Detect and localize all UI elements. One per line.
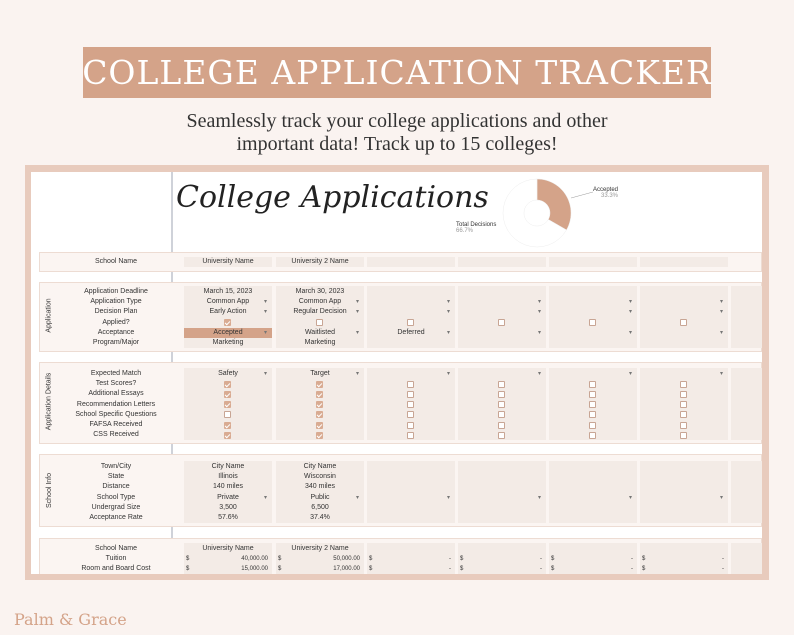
cell-costs-tuition[interactable]: - (449, 556, 451, 563)
pie-value-accepted: 33.3% (601, 193, 619, 199)
cell-costs-tuition[interactable]: - (631, 556, 633, 563)
pie-value-total: 66.7% (456, 228, 474, 234)
currency-sign: $ (642, 566, 646, 573)
cell-application-application-type[interactable]: Common App (206, 298, 250, 306)
row-label-application-application-type: Application Type (90, 298, 142, 306)
cell-costs-room-and-board-cost[interactable]: - (631, 566, 633, 573)
checkbox-details-additional-essays[interactable] (680, 391, 687, 398)
chevron-down-icon[interactable]: ▾ (264, 309, 268, 316)
cell-school-info-state[interactable]: Illinois (218, 473, 238, 481)
checkbox-details-test-scores[interactable] (407, 381, 414, 388)
cell-application-application-deadline[interactable]: March 15, 2023 (203, 288, 253, 295)
checkbox-details-recommendation-letters[interactable] (680, 401, 687, 408)
cell-school-name[interactable]: University Name (202, 258, 254, 265)
cell-costs-tuition[interactable]: 40,000.00 (241, 556, 268, 563)
spreadsheet (31, 172, 762, 574)
currency-sign: $ (551, 556, 555, 563)
row-label-application-acceptance: Acceptance (97, 328, 135, 336)
checkbox-details-css-received[interactable] (224, 432, 231, 439)
row-label-application-decision-plan: Decision Plan (94, 308, 138, 316)
column-cells (367, 461, 455, 523)
column-cells (458, 461, 546, 523)
row-label-school-info-school-type: School Type (96, 493, 136, 501)
column-cells (367, 286, 455, 348)
cell-school-info-state[interactable]: Wisconsin (304, 473, 336, 481)
chevron-down-icon[interactable]: ▾ (356, 329, 360, 336)
cell-school-name[interactable]: University 2 Name (291, 258, 349, 265)
chevron-down-icon[interactable]: ▾ (447, 299, 451, 306)
chevron-down-icon[interactable]: ▾ (538, 309, 542, 316)
checkbox-details-fafsa-received[interactable] (680, 422, 687, 429)
checkbox-details-test-scores[interactable] (316, 381, 323, 388)
column-cells (458, 286, 546, 348)
checkbox-details-school-specific-questions[interactable] (407, 411, 414, 418)
chevron-down-icon[interactable]: ▾ (447, 329, 451, 336)
chevron-down-icon[interactable]: ▾ (447, 494, 451, 501)
row-label-school-info-undergrad-size: Undergrad Size (91, 503, 141, 511)
checkbox-details-css-received[interactable] (498, 432, 505, 439)
cell-school-info-town-city[interactable]: City Name (211, 463, 245, 470)
checkbox-application-applied[interactable] (224, 319, 231, 326)
chevron-down-icon[interactable]: ▾ (720, 494, 724, 501)
currency-sign: $ (460, 566, 464, 573)
checkbox-details-recommendation-letters[interactable] (316, 401, 323, 408)
checkbox-details-additional-essays[interactable] (224, 391, 231, 398)
column-cells (549, 257, 637, 267)
cell-application-application-deadline[interactable]: March 30, 2023 (295, 288, 345, 295)
row-label-details-test-scores: Test Scores? (95, 380, 137, 388)
cell-costs-tuition[interactable]: - (540, 556, 542, 563)
row-label-school-name: School Name (94, 258, 138, 265)
currency-sign: $ (551, 566, 555, 573)
chevron-down-icon[interactable]: ▾ (629, 371, 633, 377)
chevron-down-icon[interactable]: ▾ (538, 329, 542, 336)
checkbox-details-test-scores[interactable] (498, 381, 505, 388)
cell-costs-room-and-board-cost[interactable]: 15,000.00 (241, 566, 268, 573)
pie-legend-total: Total Decisions (456, 222, 497, 228)
column-cells (731, 368, 762, 440)
column-cells (640, 257, 728, 267)
cell-costs-room-and-board-cost[interactable]: 17,000.00 (333, 566, 360, 573)
cell-school-info-distance[interactable]: 340 miles (305, 483, 335, 491)
checkbox-details-css-received[interactable] (680, 432, 687, 439)
checkbox-details-css-received[interactable] (589, 432, 596, 439)
cell-application-application-type[interactable]: Common App (298, 298, 342, 306)
pie-label-accepted (593, 187, 618, 199)
subtitle-line-2: important data! Track up to 15 colleges! (236, 133, 558, 155)
chevron-down-icon[interactable]: ▾ (720, 329, 724, 336)
row-label-details-expected-match: Expected Match (90, 370, 142, 377)
cell-details-expected-match[interactable]: Safety (218, 370, 238, 377)
checkbox-application-applied[interactable] (316, 319, 323, 326)
chevron-down-icon[interactable]: ▾ (629, 329, 633, 336)
checkbox-details-school-specific-questions[interactable] (224, 411, 231, 418)
chevron-down-icon[interactable]: ▾ (264, 371, 268, 377)
cell-school-info-undergrad-size[interactable]: 6,500 (311, 503, 329, 511)
column-cells (458, 257, 546, 267)
checkbox-details-school-specific-questions[interactable] (498, 411, 505, 418)
column-cells (731, 461, 762, 523)
column-cells (367, 257, 455, 267)
chevron-down-icon[interactable]: ▾ (264, 494, 268, 501)
checkbox-details-test-scores[interactable] (680, 381, 687, 388)
cell-costs-school-name[interactable]: University 2 Name (291, 545, 349, 552)
cell-costs-school-name[interactable]: University Name (202, 545, 254, 552)
chevron-down-icon[interactable]: ▾ (356, 299, 360, 306)
cell-school-info-acceptance-rate[interactable]: 37.4% (310, 514, 330, 521)
decisions-pie-chart (502, 178, 572, 248)
chevron-down-icon[interactable]: ▾ (447, 371, 451, 377)
currency-sign: $ (186, 566, 190, 573)
checkbox-application-applied[interactable] (680, 319, 687, 326)
column-cells (731, 286, 762, 348)
column-cells (640, 286, 728, 348)
currency-sign: $ (369, 566, 373, 573)
currency-sign: $ (186, 556, 190, 563)
checkbox-details-fafsa-received[interactable] (589, 422, 596, 429)
row-label-application-applied: Applied? (102, 318, 130, 326)
chevron-down-icon[interactable]: ▾ (447, 309, 451, 316)
chevron-down-icon[interactable]: ▾ (356, 494, 360, 501)
checkbox-details-school-specific-questions[interactable] (680, 411, 687, 418)
section-label-application-details: Application Details (45, 372, 53, 431)
subtitle-line-1: Seamlessly track your college applications and other (186, 110, 608, 132)
cell-school-info-distance[interactable]: 140 miles (213, 483, 243, 491)
cell-application-decision-plan[interactable]: Early Action (209, 308, 247, 316)
checkbox-details-additional-essays[interactable] (589, 391, 596, 398)
row-label-details-css-received: CSS Received (93, 431, 139, 439)
sheet-title: College Applications (176, 180, 489, 215)
row-label-application-application-deadline: Application Deadline (84, 288, 148, 295)
cell-school-info-school-type[interactable]: Private (217, 493, 239, 501)
cell-school-info-acceptance-rate[interactable]: 57.6% (218, 514, 238, 521)
cell-costs-room-and-board-cost[interactable]: - (540, 566, 542, 573)
chevron-down-icon[interactable]: ▾ (629, 494, 633, 501)
row-label-details-fafsa-received: FAFSA Received (89, 421, 143, 428)
pie-slice-accepted (537, 179, 571, 230)
currency-sign: $ (460, 556, 464, 563)
chevron-down-icon[interactable]: ▾ (720, 309, 724, 316)
cell-costs-room-and-board-cost[interactable]: - (449, 566, 451, 573)
cell-application-program-major[interactable]: Marketing (212, 339, 244, 346)
row-label-school-info-distance: Distance (102, 483, 130, 491)
checkbox-application-applied[interactable] (498, 319, 505, 326)
banner-title: COLLEGE APPLICATION TRACKER (82, 53, 712, 92)
cell-costs-room-and-board-cost[interactable]: - (722, 566, 724, 573)
section-label-application: Application (45, 298, 53, 333)
checkbox-details-fafsa-received[interactable] (224, 422, 231, 429)
checkbox-details-recommendation-letters[interactable] (498, 401, 505, 408)
checkbox-details-recommendation-letters[interactable] (407, 401, 414, 408)
checkbox-details-additional-essays[interactable] (498, 391, 505, 398)
checkbox-details-school-specific-questions[interactable] (589, 411, 596, 418)
row-label-costs-room-and-board-cost: Room and Board Cost (81, 565, 151, 573)
column-cells (549, 286, 637, 348)
cell-school-info-school-type[interactable]: Public (310, 493, 330, 501)
column-cells (640, 461, 728, 523)
row-label-details-school-specific-questions: School Specific Questions (75, 410, 157, 418)
cell-application-program-major[interactable]: Marketing (304, 339, 336, 346)
chevron-down-icon[interactable]: ▾ (720, 371, 724, 377)
chevron-down-icon[interactable]: ▾ (538, 299, 542, 306)
checkbox-details-fafsa-received[interactable] (316, 422, 323, 429)
pie-label-total (456, 222, 496, 234)
checkbox-details-recommendation-letters[interactable] (589, 401, 596, 408)
checkbox-details-css-received[interactable] (407, 432, 414, 439)
brand-logo: Palm & Grace (14, 610, 127, 629)
pie-leader-accepted (571, 190, 595, 200)
row-label-details-additional-essays: Additional Essays (88, 390, 144, 398)
chevron-down-icon[interactable]: ▾ (538, 371, 542, 377)
chevron-down-icon[interactable]: ▾ (629, 299, 633, 306)
checkbox-application-applied[interactable] (589, 319, 596, 326)
row-label-costs-school-name: School Name (94, 545, 138, 552)
chevron-down-icon[interactable]: ▾ (538, 494, 542, 501)
checkbox-details-school-specific-questions[interactable] (316, 411, 323, 418)
row-label-costs-tuition: Tuition (105, 555, 127, 563)
checkbox-details-test-scores[interactable] (224, 381, 231, 388)
cell-details-expected-match[interactable]: Target (310, 370, 330, 377)
cell-application-acceptance[interactable]: Accepted (184, 328, 272, 338)
cell-costs-tuition[interactable]: - (722, 556, 724, 563)
checkbox-application-applied[interactable] (407, 319, 414, 326)
cell-application-acceptance[interactable]: Waitlisted (304, 328, 336, 336)
chevron-down-icon[interactable]: ▾ (264, 329, 268, 336)
chevron-down-icon[interactable]: ▾ (356, 309, 360, 316)
column-cells (549, 461, 637, 523)
section-label-school-info: School Info (45, 472, 53, 509)
row-label-application-program-major: Program/Major (92, 339, 140, 346)
cell-application-decision-plan[interactable]: Regular Decision (293, 308, 347, 316)
subtitle (0, 110, 794, 156)
checkbox-details-fafsa-received[interactable] (498, 422, 505, 429)
chevron-down-icon[interactable]: ▾ (720, 299, 724, 306)
chevron-down-icon[interactable]: ▾ (356, 371, 360, 377)
currency-sign: $ (278, 566, 282, 573)
checkbox-details-recommendation-letters[interactable] (224, 401, 231, 408)
row-label-school-info-acceptance-rate: Acceptance Rate (89, 514, 143, 521)
column-cells (731, 543, 762, 574)
row-label-details-recommendation-letters: Recommendation Letters (76, 400, 156, 408)
pie-legend-accepted: Accepted (593, 187, 619, 193)
checkbox-details-test-scores[interactable] (589, 381, 596, 388)
cell-costs-tuition[interactable]: 50,000.00 (333, 556, 360, 563)
cell-school-info-town-city[interactable]: City Name (303, 463, 337, 470)
checkbox-details-additional-essays[interactable] (316, 391, 323, 398)
cell-application-acceptance[interactable]: Deferred (397, 328, 425, 336)
title-banner (83, 47, 711, 98)
row-label-school-info-state: State (107, 473, 125, 481)
chevron-down-icon[interactable]: ▾ (629, 309, 633, 316)
checkbox-details-additional-essays[interactable] (407, 391, 414, 398)
cell-school-info-undergrad-size[interactable]: 3,500 (219, 503, 237, 511)
currency-sign: $ (642, 556, 646, 563)
currency-sign: $ (278, 556, 282, 563)
checkbox-details-fafsa-received[interactable] (407, 422, 414, 429)
chevron-down-icon[interactable]: ▾ (264, 299, 268, 306)
currency-sign: $ (369, 556, 373, 563)
row-label-school-info-town-city: Town/City (100, 463, 132, 470)
checkbox-details-css-received[interactable] (316, 432, 323, 439)
